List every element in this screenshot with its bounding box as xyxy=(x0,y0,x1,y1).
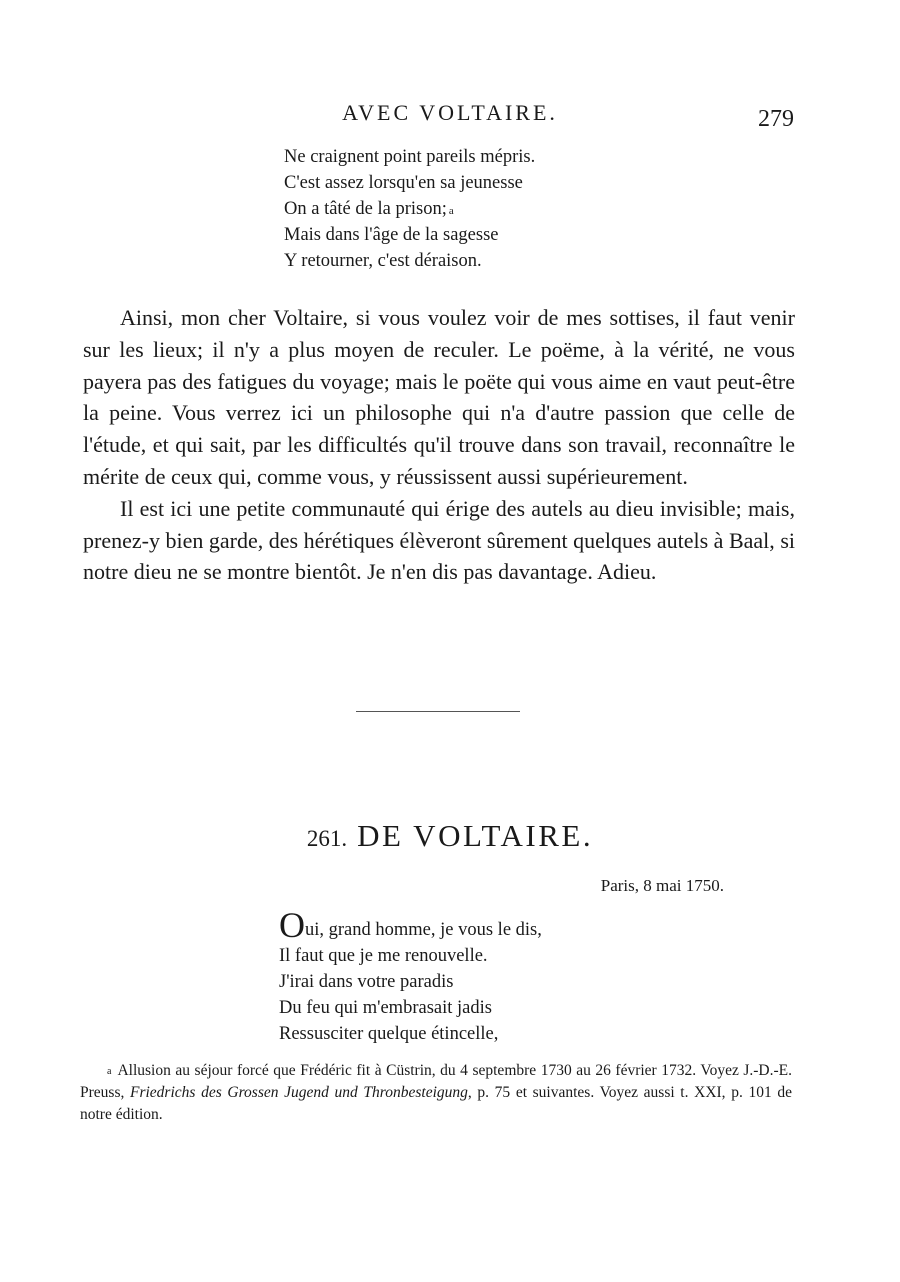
verse-line: Du feu qui m'embrasait jadis xyxy=(279,998,492,1018)
verse-line-text: ui, grand homme, je vous le dis, xyxy=(305,920,542,940)
drop-initial: O xyxy=(279,905,305,945)
paragraph: Il est ici une petite communauté qui érige des autels au dieu invisible; mais, prenez-y bien garde, des hérétiques élèveront sûrement quelques autels à Baal, si notre dieu ne se montre bientôt. Je n'en dis pas davantage. Adieu. xyxy=(83,495,795,585)
page-number: 279 xyxy=(758,106,794,132)
footnote-book-title: Friedrichs des Grossen Jugend und Thronbesteigung xyxy=(130,1084,468,1101)
verse-line: C'est assez lorsqu'en sa jeunesse xyxy=(284,173,523,193)
footnote-text-before: Allusion au séjour forcé que Frédéric fit à Cüstrin, du 4 septembre 1730 au 26 février 1732. Voyez J.-D.-E. Preuss, xyxy=(80,1062,792,1101)
verse-line-text: On a tâté de la prison; xyxy=(284,199,447,219)
verse-line: Y retourner, c'est déraison. xyxy=(284,251,482,271)
verse-top xyxy=(284,144,535,274)
footnote-mark: a xyxy=(107,1066,112,1077)
footnote-reference: a xyxy=(448,205,454,217)
verse-line: Ressusciter quelque étincelle, xyxy=(279,1024,499,1044)
verse-line xyxy=(279,905,542,945)
section-divider xyxy=(356,711,520,712)
verse-bottom xyxy=(279,905,542,1047)
dateline: Paris, 8 mai 1750. xyxy=(600,876,724,895)
paragraph: Ainsi, mon cher Voltaire, si vous voulez voir de mes sottises, il faut venir sur les lieux; il n'y a plus moyen de reculer. Le poëme, à la vérité, ne vous payera pas des fatigues du voyage; mais le poëte qui vous aime en vaut peut-être la peine. Vous verrez ici un philosophe qui n'a d'autre passion que celle de l'étude, et qui sait, par les difficultés qu'il trouve dans son travail, reconnaître le mérite de ceux qui, comme vous, y réussissent aussi supérieurement. xyxy=(83,305,795,489)
verse-line: Ne craignent point pareils mépris. xyxy=(284,147,536,167)
running-title: AVEC VOLTAIRE. xyxy=(342,100,558,125)
verse-line: J'irai dans votre paradis xyxy=(279,972,454,992)
footnote-text xyxy=(80,1060,792,1126)
footnote-text-after: , p. 75 et suivantes. Voyez aussi t. XXI, p. 101 de notre édition. xyxy=(80,1084,792,1123)
footnote xyxy=(80,1060,792,1126)
verse-line: Mais dans l'âge de la sagesse xyxy=(284,225,499,245)
letter-title: DE VOLTAIRE. xyxy=(357,818,594,853)
prose-body xyxy=(83,302,795,588)
letter-number: 261. xyxy=(306,826,348,851)
letter-heading xyxy=(0,818,900,854)
verse-line xyxy=(284,196,535,222)
verse-line: Il faut que je me renouvelle. xyxy=(279,946,488,966)
